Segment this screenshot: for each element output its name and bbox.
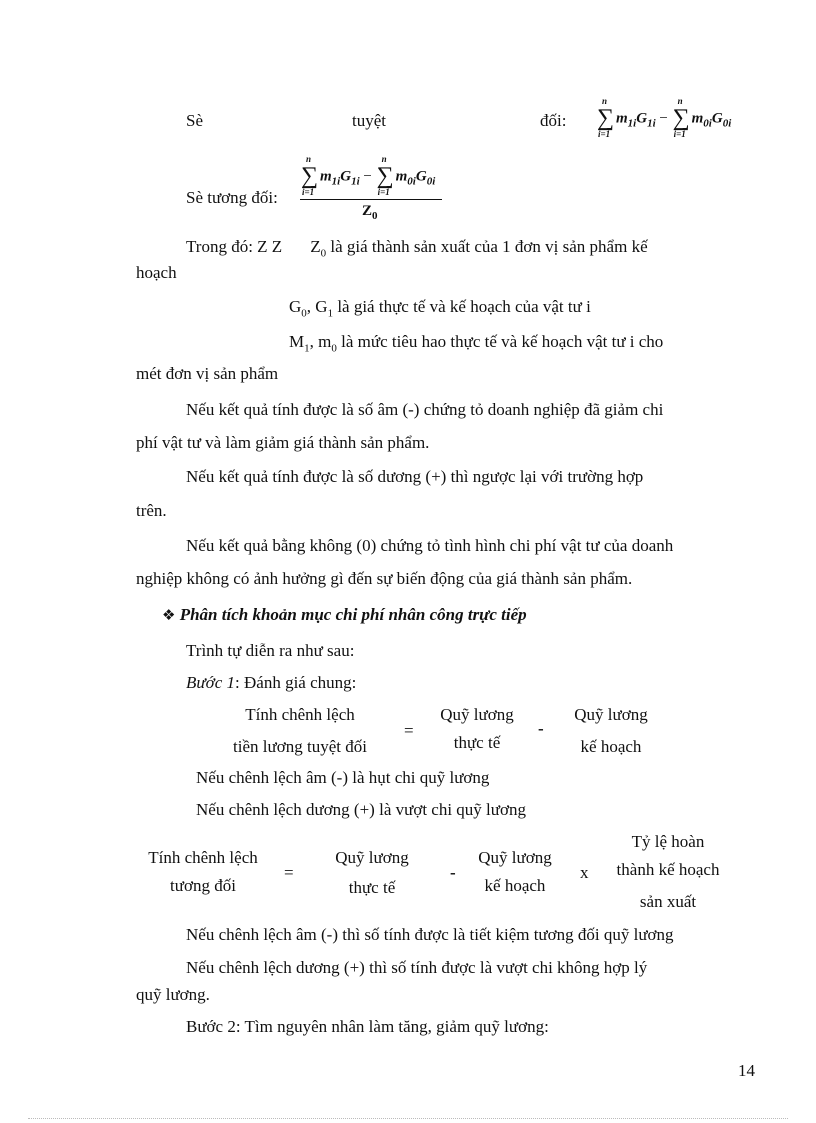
text-line: nghiệp không có ảnh hưởng gì đến sự biến động của giá thành sản phẩm. (136, 569, 633, 588)
eq1-equals: = (404, 721, 414, 740)
eq2-right: Quỹ lương kế hoạch (478, 848, 552, 895)
formula-absolute: n ∑ i=1 $m_{1i}G_{1i}$ − n ∑ i=1 $m_{0i}G_{0i}$ (597, 96, 732, 139)
text-line: Nếu kết quả tính được là số dương (+) thì ngược lại với trường hợp (186, 467, 644, 486)
text-line: Nếu chênh lệch dương (+) là vượt chi quỹ lương (196, 800, 526, 819)
sum-symbol: n ∑ i=1 (376, 154, 394, 197)
label-doi: đối: (540, 111, 567, 130)
eq2-far: Tỷ lệ hoàn thành kế hoạch sản xuất (616, 832, 720, 911)
formula-relative-numerator: n ∑ i=1 $m_{1i}G_{1i}$ − n ∑ i=1 $m_{0i}G_{0i}$ (301, 154, 436, 197)
eq2-times: x (580, 863, 589, 882)
eq2-equals: = (284, 863, 294, 882)
text-line: Nếu chênh lệch dương (+) thì số tính được là vượt chi không hợp lý (186, 958, 648, 977)
label-tuyet: tuyệt (352, 111, 386, 130)
sum-symbol: n ∑ i=1 (597, 96, 615, 139)
text-line: mét đơn vị sản phẩm (136, 364, 279, 383)
section-heading: ❖ Phân tích khoản mục chi phí nhân công trực tiếp (162, 605, 527, 624)
eq2-left: Tính chênh lệch tương đối (148, 848, 258, 895)
sum-symbol: n ∑ i=1 (672, 96, 690, 139)
sum-symbol: n ∑ i=1 (301, 154, 319, 197)
text-line: Nếu kết quả bằng không (0) chứng tỏ tình hình chi phí vật tư của doanh (186, 536, 674, 555)
label-se-tuong-doi: Sè tương đối: (186, 188, 278, 207)
text-line: Nếu chênh lệch âm (-) là hụt chi quỹ lương (196, 768, 490, 787)
text-line: trên. (136, 501, 167, 520)
text-line: Nếu chênh lệch âm (-) thì số tính được là tiết kiệm tương đối quỹ lương (186, 925, 674, 944)
text-line: Bước 2: Tìm nguyên nhân làm tăng, giảm quỹ lương: (186, 1017, 549, 1036)
text-line: $M_1$, $m_0$ là mức tiêu hao thực tế và kế hoạch vật tư i cho (289, 332, 664, 355)
formula-denominator: $Z_0$ (362, 203, 378, 222)
text-line: Trình tự diễn ra như sau: (186, 641, 355, 660)
text-line: quỹ lương. (136, 985, 210, 1004)
fraction-line (300, 199, 442, 200)
text-line: Nếu kết quả tính được là số âm (-) chứng tỏ doanh nghiệp đã giảm chi (186, 400, 664, 419)
text-line: phí vật tư và làm giảm giá thành sản phẩm. (136, 433, 430, 452)
footer-divider (28, 1118, 788, 1119)
eq1-right: Quỹ lương kế hoạch (574, 705, 648, 756)
eq2-minus: - (450, 863, 456, 882)
text-line: Bước 1: Đánh giá chung: (186, 673, 357, 692)
eq2-mid: Quỹ lương thực tế (335, 848, 409, 897)
eq1-left: Tính chênh lệch tiền lương tuyệt đối (233, 705, 367, 756)
page-number: 14 (738, 1061, 755, 1080)
bullet-icon: ❖ (162, 606, 176, 624)
text-line: Trong đó: Z Z $Z_0$ là giá thành sản xuất của 1 đơn vị sản phẩm kế (186, 237, 648, 260)
text-line: $G_0$, $G_1$ là giá thực tế và kế hoạch của vật tư i (289, 297, 591, 320)
label-se: Sè (186, 111, 203, 130)
text-line: hoạch (136, 263, 177, 282)
eq1-minus: - (538, 719, 544, 738)
eq1-mid: Quỹ lương thực tế (440, 705, 514, 752)
